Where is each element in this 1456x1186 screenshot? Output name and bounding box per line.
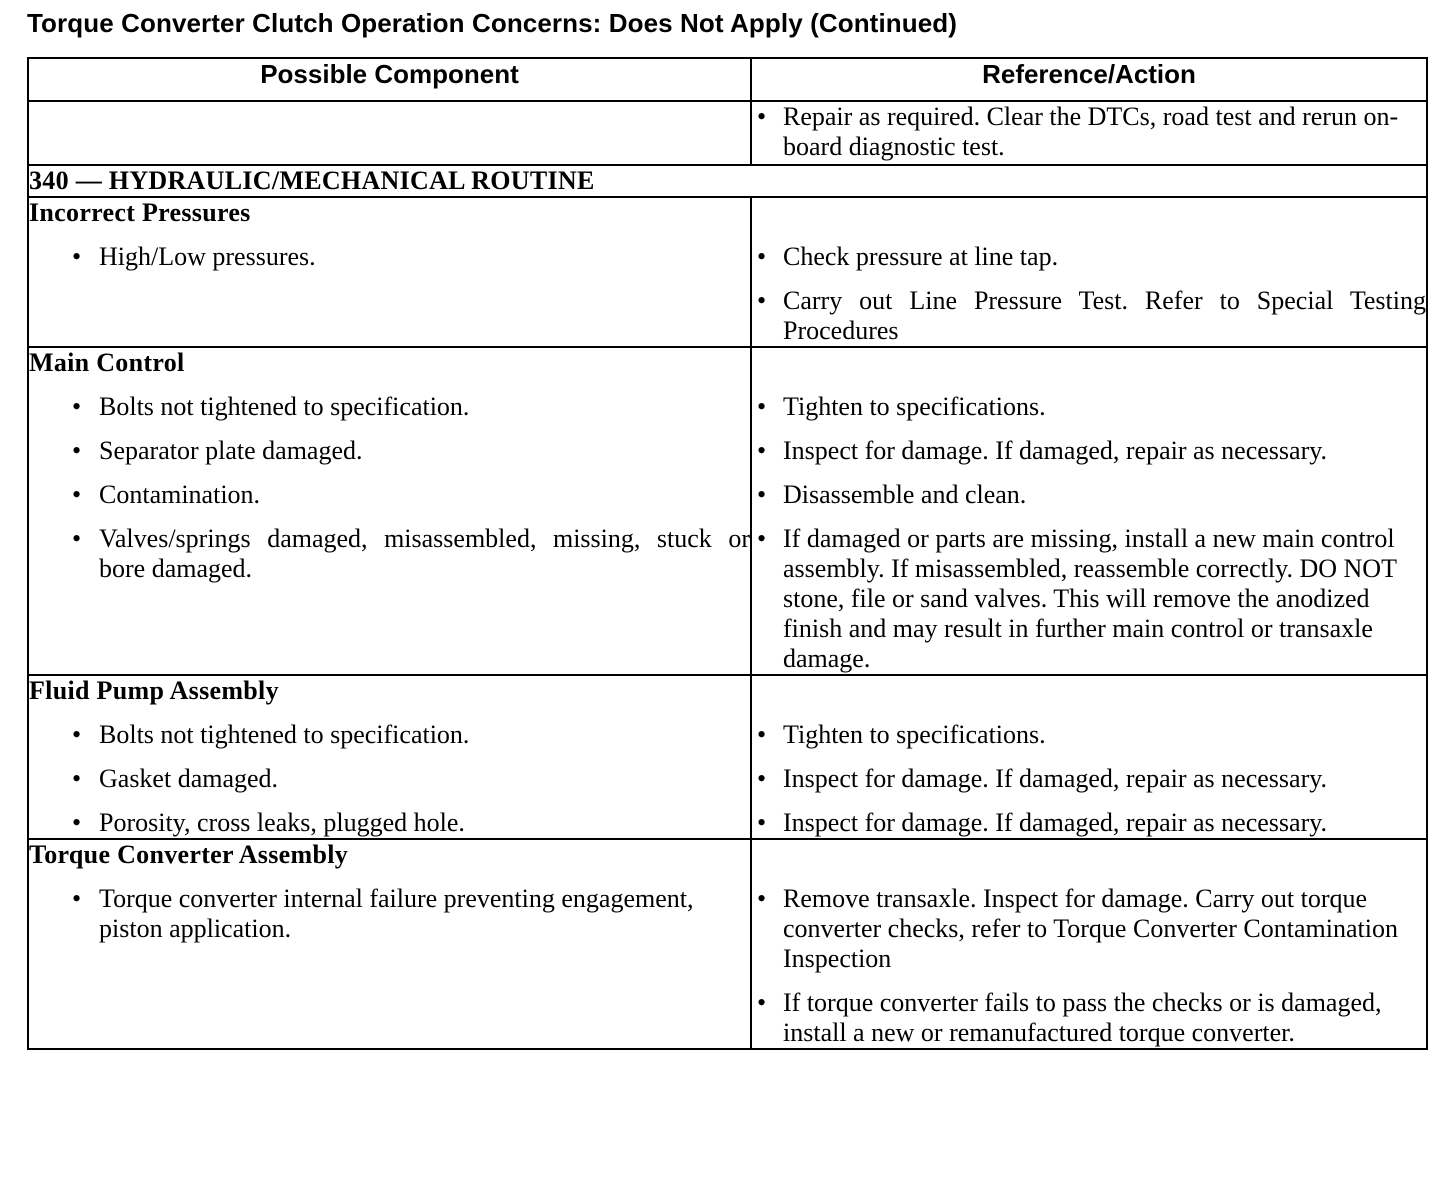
group-title: Incorrect Pressures (29, 198, 251, 227)
group-title: Fluid Pump Assembly (29, 676, 279, 705)
column-header-reference-action: Reference/Action (751, 58, 1427, 101)
list-item (752, 524, 1426, 674)
component-text: Valves/springs damaged, misassembled, missing, stuck or bore damaged. (99, 524, 750, 583)
list-item (752, 884, 1426, 974)
table-row-main-control (28, 347, 1427, 675)
component-text: Bolts not tightened to specification. (99, 392, 470, 421)
list-item (752, 242, 1426, 272)
section-title: 340 — HYDRAULIC/MECHANICAL ROUTINE (28, 165, 1427, 197)
list-item (29, 524, 750, 584)
bullet-icon: • (757, 102, 767, 131)
action-cell (751, 197, 1427, 347)
action-text: Inspect for damage. If damaged, repair as necessary. (783, 808, 1328, 837)
component-cell (28, 347, 751, 675)
bullet-icon: • (72, 242, 82, 271)
action-cell (751, 347, 1427, 675)
table-row-fluid-pump-assembly (28, 675, 1427, 839)
action-text: If torque converter fails to pass the checks or is damaged, install a new or remanufactured torque converter. (783, 988, 1382, 1047)
bullet-icon: • (757, 436, 767, 465)
list-item (752, 286, 1426, 346)
section-row (28, 165, 1427, 197)
action-cell (751, 839, 1427, 1049)
component-text: Contamination. (99, 480, 261, 509)
component-text: Separator plate damaged. (99, 436, 363, 465)
bullet-icon: • (757, 524, 767, 553)
action-text: Carry out Line Pressure Test. Refer to Special Testing Procedures (783, 286, 1426, 345)
action-text: Disassemble and clean. (783, 480, 1027, 509)
list-item (29, 808, 750, 838)
bullet-icon: • (757, 286, 767, 315)
empty-component-cell (28, 101, 751, 165)
group-title: Main Control (29, 348, 185, 377)
list-item (752, 764, 1426, 794)
component-cell (28, 839, 751, 1049)
page-title: Torque Converter Clutch Operation Concerns: Does Not Apply (Continued) (27, 8, 958, 38)
table-row-continued (28, 101, 1427, 165)
table-row-torque-converter-assembly (28, 839, 1427, 1049)
bullet-icon: • (757, 988, 767, 1017)
list-item (29, 480, 750, 510)
list-item (29, 720, 750, 750)
list-item (29, 884, 750, 944)
bullet-icon: • (757, 480, 767, 509)
action-text: Repair as required. Clear the DTCs, road test and rerun on-board diagnostic test. (783, 102, 1399, 161)
action-cell (751, 101, 1427, 165)
bullet-icon: • (757, 764, 767, 793)
list-item (752, 392, 1426, 422)
bullet-icon: • (72, 720, 82, 749)
list-item (752, 436, 1426, 466)
action-text: If damaged or parts are missing, install a new main control assembly. If misassembled, reassemble correctly. DO NOT stone, file or sand valves. This will remove the anodized finish and may result in further main control or transaxle damage. (783, 524, 1397, 673)
bullet-icon: • (757, 392, 767, 421)
bullet-icon: • (757, 242, 767, 271)
component-text: Gasket damaged. (99, 764, 279, 793)
action-text: Tighten to specifications. (783, 720, 1046, 749)
bullet-icon: • (72, 524, 82, 553)
component-text: Torque converter internal failure preventing engagement, piston application. (99, 884, 694, 943)
bullet-icon: • (72, 480, 82, 509)
bullet-icon: • (72, 808, 82, 837)
list-item (29, 242, 750, 272)
list-item (29, 436, 750, 466)
bullet-icon: • (757, 884, 767, 913)
list-item (29, 764, 750, 794)
action-text: Inspect for damage. If damaged, repair as necessary. (783, 764, 1328, 793)
table-header-row (28, 58, 1427, 101)
list-item (752, 480, 1426, 510)
component-cell (28, 197, 751, 347)
bullet-icon: • (72, 764, 82, 793)
list-item (752, 102, 1426, 162)
action-text: Remove transaxle. Inspect for damage. Carry out torque converter checks, refer to Torque Converter Contamination Inspection (783, 884, 1398, 973)
component-cell (28, 675, 751, 839)
bullet-icon: • (72, 436, 82, 465)
list-item (752, 808, 1426, 838)
action-text: Tighten to specifications. (783, 392, 1046, 421)
component-text: Porosity, cross leaks, plugged hole. (99, 808, 465, 837)
group-title: Torque Converter Assembly (29, 840, 349, 869)
bullet-icon: • (72, 884, 82, 913)
list-item (752, 720, 1426, 750)
action-cell (751, 675, 1427, 839)
bullet-icon: • (72, 392, 82, 421)
table-row-incorrect-pressures (28, 197, 1427, 347)
list-item (29, 392, 750, 422)
bullet-icon: • (757, 720, 767, 749)
action-text: Inspect for damage. If damaged, repair as necessary. (783, 436, 1328, 465)
column-header-possible-component: Possible Component (28, 58, 751, 101)
bullet-icon: • (757, 808, 767, 837)
list-item (752, 988, 1426, 1048)
action-text: Check pressure at line tap. (783, 242, 1059, 271)
diagnostic-table (27, 57, 1428, 1050)
component-text: Bolts not tightened to specification. (99, 720, 470, 749)
component-text: High/Low pressures. (99, 242, 316, 271)
